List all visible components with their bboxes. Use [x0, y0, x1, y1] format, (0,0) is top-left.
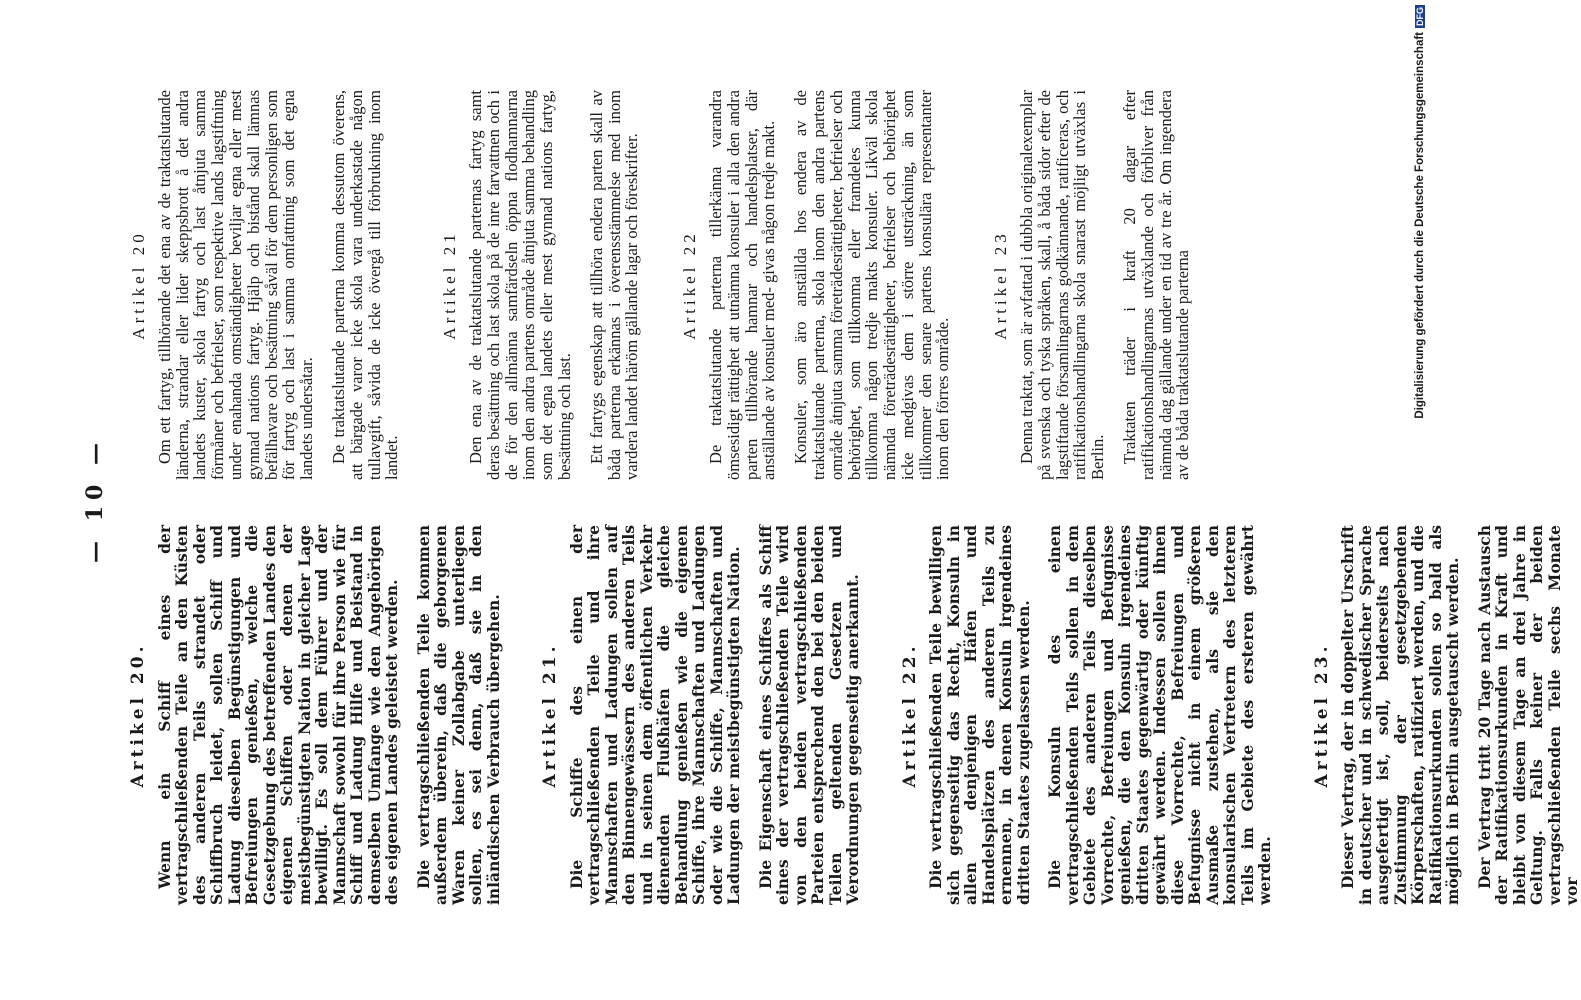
- swedish-article-23-paragraph-2: Traktaten träder i kraft 20 dagar efter ratifikationshandlingarnas utväxlande och förbliver från nämnda dag gällande under en tid av tre år. Om ingendera av de båda traktatslutande parterna: [1120, 90, 1193, 480]
- swedish-article-20-heading: Artikel 20: [129, 230, 148, 340]
- german-article-21-heading: Artikel 21.: [540, 642, 560, 788]
- german-article-22-paragraph-1: Die vertragschließenden Teile bewilligen sich gegenseitig das Recht, Konsuln in allen denjenigen Häfen und Handelsplätzen des anderen Teils zu ernennen, in denen Konsuln irgendeines dritten Staates zugelassen werden.: [926, 525, 1033, 905]
- german-article-20: [130, 525, 502, 905]
- german-article-21: [542, 525, 862, 905]
- swedish-article-22-heading: Artikel 22: [680, 230, 700, 340]
- german-article-23-paragraph-1: Dieser Vertrag, der in doppelter Urschrift in deutscher und in schwedischer Sprache ausgefertigt ist, soll, beiderseits nach Zustimmung der gesetzgebenden Körperschaften, ratifiziert werden, und die Ratifikationsurkunden sollen so bald als möglich in Berlin ausgetauscht werden.: [1338, 525, 1462, 905]
- swedish-article-23-heading: Artikel 23: [991, 230, 1011, 340]
- german-article-23-paragraph-2: Der Vertrag tritt 20 Tage nach Austausch der Ratifikationsurkunden in Kraft und bleibt von diesem Tage an drei Jahre in Geltung. Falls keiner der beiden vertragschließenden Teile sechs Monate vor: [1474, 525, 1581, 905]
- swedish-column: [130, 90, 1290, 480]
- digitization-credit: [1408, 5, 1434, 995]
- swedish-article-23: [992, 90, 1192, 480]
- swedish-article-22: [681, 90, 952, 480]
- swedish-article-21-paragraph-1: Den ena av de traktatslutande parternas fartyg samt deras besättning och last skola på de inre farvattnen och i de för den allmänna samfärdseln öppna flodhamnarna inom den andra partens område åtnjuta samma behandling som det egna landets eller mest gynnad nations fartyg, besättning och last.: [465, 90, 574, 480]
- german-article-20-heading: Artikel 20.: [128, 642, 148, 788]
- german-article-22-paragraph-2: Die Konsuln des einen vertragschließenden Teils sollen in dem Gebiete des anderen Teils dieselben Vorrechte, Befreiungen und Befugnisse genießen, die den Konsuln irgendeines dritten Staates gegenwärtig oder künftig gewährt werden. Indessen sollen ihnen diese Vorrechte, Befreiungen und Befugnisse nicht in einem größeren Ausmaße zustehen, als sie den konsularischen Vertretern des letzteren Teils im Gebiete des ersteren gewährt werden.: [1045, 525, 1274, 905]
- swedish-article-21-heading: Artikel 21: [440, 230, 460, 340]
- german-article-20-paragraph-2: Die vertragschließenden Teile kommen außerdem überein, daß die geborgenen Waren keiner Zollabgabe unterliegen sollen, es sei denn, daß sie in den inländischen Verbrauch übergehen.: [413, 525, 503, 905]
- german-column: [128, 525, 1581, 905]
- german-article-23: [1311, 525, 1581, 905]
- swedish-article-21-paragraph-2: Ett fartygs egenskap att tillhöra endera parten skall av båda parterna erkännas i överensstämmelse med inom vardera landet häröm gällande lagar och föreskrifter.: [586, 90, 642, 480]
- german-article-20-paragraph-1: Wenn ein Schiff eines der vertragschließenden Teile an den Küsten des anderen Teils strandet oder Schiffbruch leidet, sollen Schiff und Ladung dieselben Begünstigungen und Befreiungen genießen, welche die Gesetzgebung des betreffenden Landes den eigenen Schiffen oder denen der meistbegünstigten Nation in gleicher Lage bewilligt. Es soll dem Führer und der Mannschaft sowohl für ihre Person wie für Schiff und Ladung Hilfe und Beistand in demselben Umfange wie den Angehörigen des eigenen Landes geleistet werden.: [154, 525, 401, 905]
- digitization-credit-text: [1414, 5, 1434, 995]
- german-article-22-heading: Artikel 22.: [899, 642, 920, 788]
- german-article-23-heading: Artikel 23.: [1311, 642, 1332, 788]
- dfg-logo: DFG: [1415, 7, 1425, 26]
- swedish-article-20: [130, 90, 401, 480]
- digitization-credit-label: Digitalisierung gefördert durch die Deutsche Forschungsgemeinschaft: [1414, 32, 1426, 419]
- german-article-21-paragraph-1: Die Schiffe des einen der vertragschließenden Teile und ihre Mannschaften und Ladungen sollen auf den Binnengewässern des anderen Teils und in seinen dem öffentlichen Verkehr dienenden Flußhäfen die gleiche Behandlung genießen wie die eigenen Schiffe, ihre Mannschaften und Ladungen oder wie die Schiffe, Mannschaften und Ladungen der meistbegünstigten Nation.: [566, 525, 743, 905]
- german-article-21-paragraph-2: Die Eigenschaft eines Schiffes als Schiff eines der vertragschließenden Teile wird von den beiden vertragschließenden Parteien entsprechend den bei den beiden Teilen geltenden Gesetzen und Verordnungen gegenseitig anerkannt.: [755, 525, 862, 905]
- swedish-article-21: [441, 90, 641, 480]
- swedish-article-22-paragraph-1: De traktatslutande parterna tillerkänna varandra ömsesidigt rättighet att utnämna konsuler i alla den andra parten tillhörande hamnar och handelsplatser, där anställande av konsuler med- givas någon tredje makt.: [705, 90, 779, 480]
- page-number: — 10 —: [82, 437, 108, 563]
- swedish-article-22-paragraph-2: Konsuler, som äro anställda hos endera av de traktatslutande parterna, skola inom den andra partens område åtnjuta samma företrädesrättigheter, befrielser och behörighet, som tillkomma eller framdeles kunna tillkomma någon tredje makts konsuler. Likväl skola nämnda företrädesrättigheter, befrielser och behörighet icke medgivas dem i större utsträckning, än som tillkommer den senare partens konsulära representanter inom den förres område.: [791, 90, 953, 480]
- swedish-article-23-paragraph-1: Denna traktat, som är avfattad i dubbla originalexemplar på svenska och tyska språken, skall, å båda sidor efter de lagstiftande församlingarnas godkännande, ratificeras, och ratifikationshandlingarna skola snarast möjligt utväxlas i Berlin.: [1017, 90, 1108, 480]
- german-article-22: [899, 525, 1274, 905]
- swedish-article-20-paragraph-1: Om ett fartyg, tillhörande det ena av de traktatslutande länderna, strandar eller lider skeppsbrott å det andra landets kuster, skola fartyg och last åtnjuta samma förmåner och befrielser, som respektive lands lagstiftning under enahanda omständigheter beviljar egna eller mest gynnad nations fartyg. Hjälp och bistånd skall lämnas befälhavare och besättning såväl för dem personligen som för fartyg och last i samma omfattning som det egna landets undersåtar.: [154, 90, 317, 480]
- swedish-article-20-paragraph-2: De traktatslutande parterna komma dessutom överens, att bärgade varor icke skola vara underkastade någon tullavgift, såvida de icke övergå till förbrukning inom landet.: [328, 90, 402, 480]
